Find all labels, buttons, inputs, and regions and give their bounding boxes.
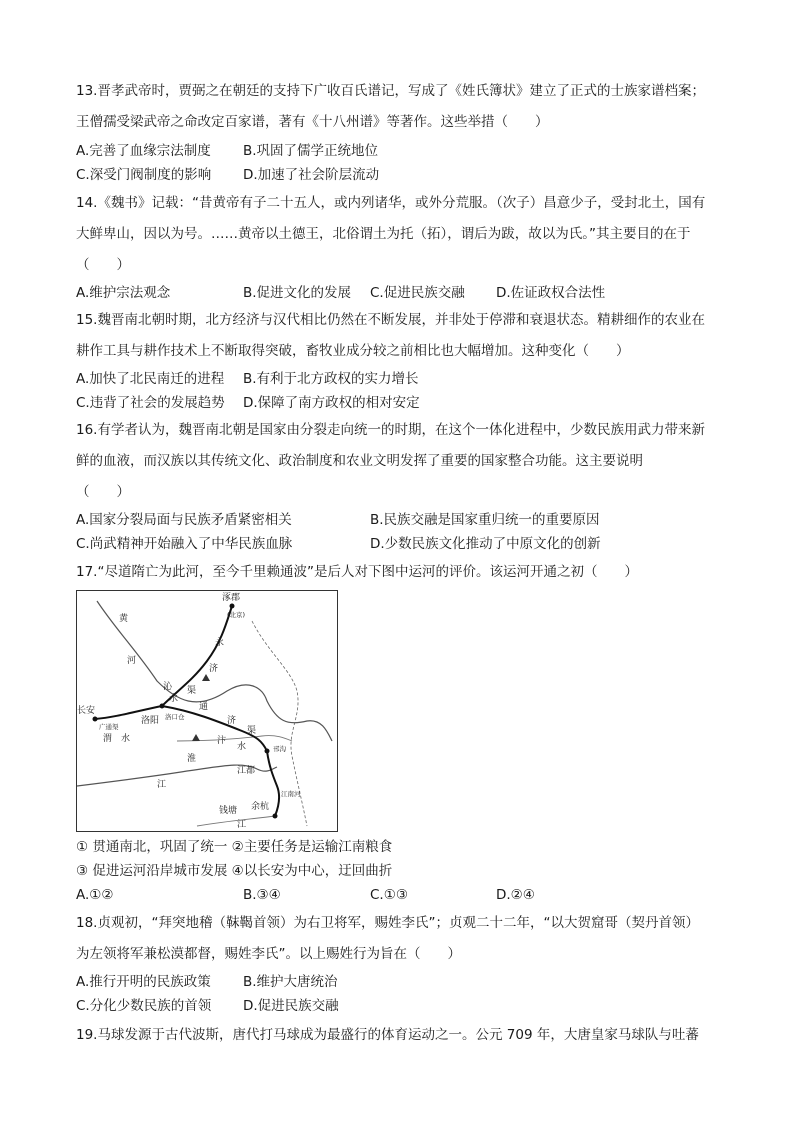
changan-dot (93, 717, 98, 722)
label-shui1: 水 (169, 694, 179, 704)
label-zhuojun: 涿郡 (222, 593, 241, 603)
label-qin: 沁 (163, 682, 173, 692)
label-he: 河 (127, 656, 137, 666)
label-shui3: 水 (237, 742, 247, 752)
label-changan: 长安 (77, 706, 96, 716)
label-hanxin: 邗沟 (273, 745, 286, 753)
q18-option-c[interactable]: C.分化少数民族的首领 (76, 998, 212, 1014)
q16-option-a[interactable]: A.国家分裂局面与民族矛盾紧密相关 (76, 512, 292, 528)
q15-stem-line1: 15.魏晋南北朝时期，北方经济与汉代相比仍然在不断发展，并非处于停滞和衰退状态。精耕细作的农业在 (76, 312, 705, 328)
label-jiang: 江 (157, 780, 167, 790)
q14-stem-line3: （ ） (76, 257, 130, 273)
grand-canal-map-svg (77, 591, 337, 831)
yuhang-dot (273, 814, 278, 819)
q13-option-a[interactable]: A.完善了血缘宗法制度 (76, 143, 211, 159)
q18-option-d[interactable]: D.促进民族交融 (243, 998, 339, 1014)
label-yong: 永 (215, 638, 225, 648)
label-qu1: 渠 (187, 686, 197, 696)
q13-stem-line1: 13.晋孝武帝时，贾弼之在朝廷的支持下广收百氏谱记，写成了《姓氏簿状》建立了正式的士族家谱档案； (76, 83, 705, 99)
q17-option-c[interactable]: C.①③ (370, 887, 408, 903)
qiantang-river-line (197, 816, 275, 826)
label-jiang2: 江 (237, 820, 247, 830)
label-jiangnan: 江南河 (281, 790, 301, 798)
mountain-symbol-north (202, 674, 210, 681)
q19-stem-line1: 19.马球发源于古代波斯，唐代打马球成为最盛行的体育运动之一。公元 709 年，大唐皇家马球队与吐蕃 (76, 1027, 699, 1043)
q14-stem-line2: 大鲜卑山，因以为号。……黄帝以土德王，北俗谓土为托（拓），谓后为跋，故以为氏。”其主要目的在于 (76, 226, 691, 242)
q17-option-a[interactable]: A.①② (76, 887, 114, 903)
label-beijing: (北京) (227, 611, 246, 619)
q14-stem-line1: 14.《魏书》记载：“昔黄帝有子二十五人，或内列诸华，或外分荒服。（次子）昌意少子，受封北土，国有 (76, 195, 706, 211)
q14-option-d[interactable]: D.佐证政权合法性 (496, 285, 606, 301)
q14-option-b[interactable]: B.促进文化的发展 (243, 285, 352, 301)
label-qiantang: 钱塘 (219, 806, 238, 816)
q15-option-b[interactable]: B.有利于北方政权的实力增长 (243, 371, 419, 387)
label-huang: 黄 (119, 614, 129, 624)
label-huai: 淮 (187, 754, 197, 764)
q16-option-b[interactable]: B.民族交融是国家重归统一的重要原因 (370, 512, 600, 528)
q16-option-c[interactable]: C.尚武精神开始融入了中华民族血脉 (76, 536, 293, 552)
q18-stem-line2: 为左领将军兼松漠都督，赐姓李氏”。以上赐姓行为旨在（ ） (76, 946, 461, 962)
label-shui2: 水 (121, 734, 131, 744)
q17-statements-line1: ① 贯通南北，巩固了统一 ②主要任务是运输江南粮食 (76, 839, 393, 855)
q18-option-a[interactable]: A.推行开明的民族政策 (76, 974, 211, 990)
label-guangtong: 广通渠 (99, 723, 119, 731)
label-yuhang: 余杭 (251, 802, 270, 812)
q13-option-b[interactable]: B.巩固了儒学正统地位 (243, 143, 379, 159)
label-ji1: 济 (209, 664, 219, 674)
label-bian: 汴 (217, 736, 227, 746)
q15-option-d[interactable]: D.保障了南方政权的相对安定 (243, 395, 420, 411)
grand-canal-map (76, 590, 338, 832)
jiangdu-dot (265, 749, 270, 754)
q18-option-b[interactable]: B.维护大唐统治 (243, 974, 338, 990)
q14-option-c[interactable]: C.促进民族交融 (370, 285, 465, 301)
q15-stem-line2: 耕作工具与耕作技术上不断取得突破，畜牧业成分较之前相比也大幅增加。这种变化（ ） (76, 343, 630, 359)
luoyang-dot (160, 704, 165, 709)
label-tong: 通 (199, 702, 209, 712)
label-jiangdu: 江都 (237, 766, 256, 776)
label-luoyang: 洛阳 (141, 716, 160, 726)
label-wei: 渭 (103, 734, 113, 744)
q17-stem-line1: 17.“尽道隋亡为此河，至今千里赖通波”是后人对下图中运河的评价。该运河开通之初（ ） (76, 564, 638, 580)
q17-option-b[interactable]: B.③④ (243, 887, 281, 903)
q17-option-d[interactable]: D.②④ (496, 887, 535, 903)
q16-option-d[interactable]: D.少数民族文化推动了中原文化的创新 (370, 536, 601, 552)
q14-option-a[interactable]: A.维护宗法观念 (76, 285, 171, 301)
mountain-symbol-central (192, 734, 200, 741)
zhuojun-dot (230, 604, 235, 609)
q13-option-d[interactable]: D.加速了社会阶层流动 (243, 167, 380, 183)
q17-statements-line2: ③ 促进运河沿岸城市发展 ④以长安为中心，迂回曲折 (76, 863, 393, 879)
label-luokou: 洛口仓 (165, 713, 185, 721)
q18-stem-line1: 18.贞观初，“拜突地稽（靺鞨首领）为右卫将军，赐姓李氏”；贞观二十二年，“以大贺窟哥（契丹首领） (76, 915, 699, 931)
q13-option-c[interactable]: C.深受门阀制度的影响 (76, 167, 212, 183)
q16-stem-line1: 16.有学者认为，魏晋南北朝是国家由分裂走向统一的时期，在这个一体化进程中，少数民族用武力带来新 (76, 422, 705, 438)
q13-stem-line2: 王僧孺受梁武帝之命改定百家谱，著有《十八州谱》等著作。这些举措（ ） (76, 114, 549, 130)
q16-stem-line2: 鲜的血液，而汉族以其传统文化、政治制度和农业文明发挥了重要的国家整合功能。这主要说明 (76, 453, 643, 469)
q16-stem-line3: （ ） (76, 484, 130, 500)
label-ji2: 济 (227, 716, 237, 726)
q15-option-c[interactable]: C.违背了社会的发展趋势 (76, 395, 225, 411)
yongji-canal-line (162, 606, 232, 706)
label-qu2: 渠 (247, 726, 257, 736)
q15-option-a[interactable]: A.加快了北民南迁的进程 (76, 371, 225, 387)
